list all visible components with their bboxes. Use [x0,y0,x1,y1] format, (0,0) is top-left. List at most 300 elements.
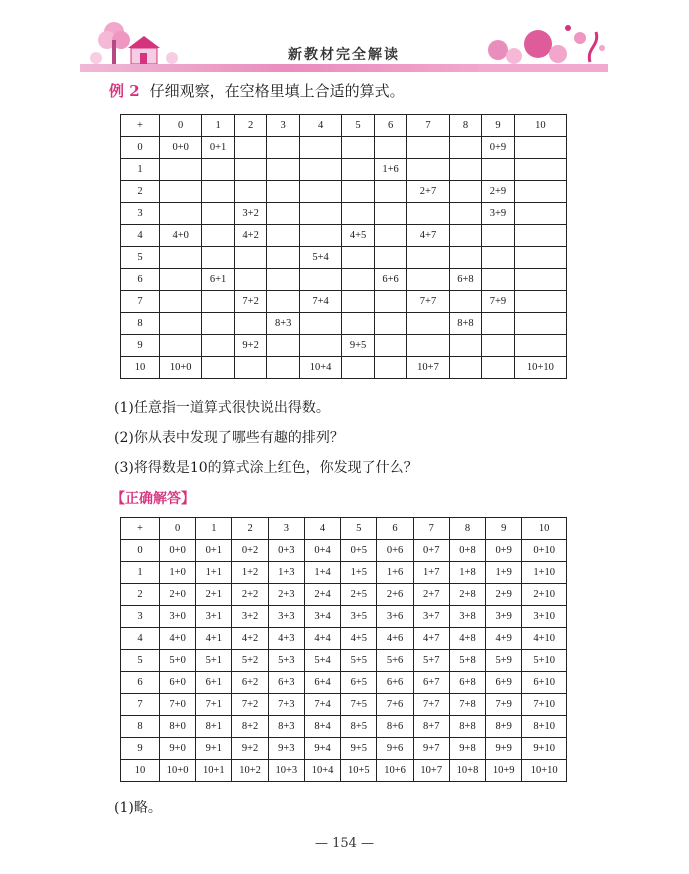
table-cell [482,335,515,357]
table-cell [299,159,341,181]
table-cell [267,291,300,313]
table-cell [374,247,407,269]
table-cell: 7+4 [304,694,340,716]
table-cell: 7+4 [299,291,341,313]
header-cell: 5 [342,115,375,137]
table-cell: 1+8 [449,562,485,584]
row-label-cell: 1 [121,562,160,584]
table-cell: 3+9 [486,606,522,628]
table-cell [234,159,267,181]
table-cell [160,181,202,203]
row-label-cell: 0 [121,137,160,159]
table-row [121,760,567,782]
header-cell: 2 [234,115,267,137]
row-label-cell: 3 [121,606,160,628]
row-label-cell: 7 [121,694,160,716]
table-row [121,584,567,606]
table-cell [514,181,566,203]
row-label-cell: 2 [121,584,160,606]
question-3: (3)将得数是10的算式涂上红色，你发现了什么？ [114,460,418,476]
table-cell [482,225,515,247]
table-cell [267,335,300,357]
example-line [109,80,405,101]
table-cell: 5+0 [160,650,196,672]
table-cell [514,269,566,291]
header-cell: 7 [413,518,449,540]
table-cell [342,247,375,269]
table-cell [449,247,482,269]
table-cell [234,357,267,379]
table-cell [514,137,566,159]
table-cell: 5+3 [268,650,304,672]
table-cell: 6+0 [160,672,196,694]
table-cell: 9+4 [304,738,340,760]
table-cell [407,335,449,357]
table-cell [407,137,449,159]
table-cell: 6+4 [304,672,340,694]
table-cell: 10+10 [514,357,566,379]
table-cell [514,291,566,313]
table-row [121,606,567,628]
row-label-cell: 10 [121,357,160,379]
table-cell [234,181,267,203]
table-cell: 4+6 [377,628,413,650]
table-cell: 1+2 [232,562,268,584]
table-cell: 0+4 [304,540,340,562]
table-cell [342,313,375,335]
table-cell [449,291,482,313]
table-cell [449,357,482,379]
row-label-cell: 9 [121,738,160,760]
table-cell [482,357,515,379]
row-label-cell: 4 [121,628,160,650]
table-cell: 8+0 [160,716,196,738]
table-cell [267,203,300,225]
table-cell: 0+6 [377,540,413,562]
table-cell: 7+9 [486,694,522,716]
table-cell: 6+8 [449,269,482,291]
table-cell [482,159,515,181]
header-cell: 0 [160,518,196,540]
table-row [121,247,567,269]
row-label-cell: 9 [121,335,160,357]
header-cell: 6 [377,518,413,540]
table-cell: 9+7 [413,738,449,760]
header-cell: 3 [267,115,300,137]
table-cell [374,357,407,379]
table-cell: 6+3 [268,672,304,694]
bubble-decoration-icon [478,18,608,72]
table-cell [449,203,482,225]
row-label-cell: 5 [121,247,160,269]
table-row [121,313,567,335]
table-cell [267,159,300,181]
table-cell: 4+0 [160,225,202,247]
header-cell: 7 [407,115,449,137]
table-cell: 0+1 [202,137,235,159]
table-cell: 9+2 [232,738,268,760]
table-cell: 10+6 [377,760,413,782]
row-label-cell: 4 [121,225,160,247]
table-cell: 1+0 [160,562,196,584]
table-cell: 10+5 [341,760,377,782]
table-cell: 4+2 [232,628,268,650]
row-label-cell: 7 [121,291,160,313]
row-label-cell: 0 [121,540,160,562]
table-cell [374,137,407,159]
header-cell: + [121,115,160,137]
table-cell: 2+3 [268,584,304,606]
exercise-table [120,114,567,379]
table-cell: 10+1 [196,760,232,782]
table-cell: 10+4 [304,760,340,782]
table-cell: 3+9 [482,203,515,225]
row-label-cell: 6 [121,672,160,694]
table-cell: 4+10 [522,628,567,650]
table-cell: 1+10 [522,562,567,584]
header-cell: 4 [304,518,340,540]
table-cell [267,225,300,247]
table-cell [514,203,566,225]
table-cell: 9+3 [268,738,304,760]
table-cell: 7+7 [407,291,449,313]
table-cell [299,137,341,159]
table-cell: 7+6 [377,694,413,716]
table-cell: 2+5 [341,584,377,606]
table-cell [449,225,482,247]
table-cell [299,313,341,335]
table-cell: 7+9 [482,291,515,313]
header-cell: 1 [196,518,232,540]
table-row [121,203,567,225]
table-cell: 5+10 [522,650,567,672]
table-cell: 8+6 [377,716,413,738]
table-cell: 8+3 [268,716,304,738]
table-cell: 5+2 [232,650,268,672]
table-cell: 2+0 [160,584,196,606]
table-cell: 3+0 [160,606,196,628]
table-row [121,291,567,313]
table-cell: 6+6 [377,672,413,694]
table-cell: 10+2 [232,760,268,782]
table-cell: 2+1 [196,584,232,606]
table-cell [160,269,202,291]
table-cell: 2+7 [413,584,449,606]
table-cell: 0+5 [341,540,377,562]
answer-heading: 【正确解答】 [111,491,195,507]
table-cell [482,247,515,269]
table-row [121,357,567,379]
header-cell: 8 [449,518,485,540]
table-cell [449,181,482,203]
table-cell: 1+4 [304,562,340,584]
table-cell: 7+5 [341,694,377,716]
table-cell [234,247,267,269]
table-cell: 3+1 [196,606,232,628]
table-cell: 0+1 [196,540,232,562]
table-cell [407,247,449,269]
table-cell [267,269,300,291]
table-cell [202,159,235,181]
table-cell: 0+3 [268,540,304,562]
row-label-cell: 2 [121,181,160,203]
table-cell [234,137,267,159]
table-cell [202,181,235,203]
table-cell [407,203,449,225]
table-cell: 8+8 [449,313,482,335]
table-cell: 4+4 [304,628,340,650]
table-cell [202,203,235,225]
table-cell [202,313,235,335]
table-cell: 6+9 [486,672,522,694]
table-cell: 2+9 [482,181,515,203]
row-label-cell: 6 [121,269,160,291]
table-cell: 10+7 [407,357,449,379]
table-cell: 8+2 [232,716,268,738]
question-1: (1)任意指一道算式很快说出得数。 [114,400,330,416]
table-cell: 1+6 [374,159,407,181]
table-cell: 2+7 [407,181,449,203]
table-cell: 10+0 [160,357,202,379]
table-cell [202,335,235,357]
table-row [121,738,567,760]
table-cell [407,269,449,291]
table-row [121,628,567,650]
table-cell [374,291,407,313]
table-cell: 4+9 [486,628,522,650]
table-cell: 5+4 [299,247,341,269]
question-2: (2)你从表中发现了哪些有趣的排列？ [114,430,344,446]
table-cell: 0+0 [160,137,202,159]
table-cell [449,159,482,181]
table-cell [342,159,375,181]
table-cell: 10+7 [413,760,449,782]
table-cell [160,247,202,269]
table-cell [374,181,407,203]
table-cell: 4+2 [234,225,267,247]
header-cell: 4 [299,115,341,137]
header-cell: + [121,518,160,540]
header-title: 新教材完全解读 [288,47,400,63]
table-cell: 9+8 [449,738,485,760]
table-cell: 7+1 [196,694,232,716]
table-cell: 8+5 [341,716,377,738]
table-cell: 5+4 [304,650,340,672]
row-label-cell: 5 [121,650,160,672]
row-label-cell: 8 [121,716,160,738]
table-cell: 2+8 [449,584,485,606]
table-row [121,225,567,247]
table-cell: 6+1 [196,672,232,694]
table-cell: 0+10 [522,540,567,562]
table-cell: 8+7 [413,716,449,738]
table-cell [449,137,482,159]
table-cell [299,225,341,247]
header-cell: 6 [374,115,407,137]
row-label-cell: 3 [121,203,160,225]
table-cell: 4+7 [407,225,449,247]
table-cell: 2+10 [522,584,567,606]
table-cell [234,269,267,291]
table-cell: 6+7 [413,672,449,694]
table-cell [374,313,407,335]
table-cell: 5+8 [449,650,485,672]
table-cell: 1+9 [486,562,522,584]
table-row [121,269,567,291]
header-row [121,115,567,137]
table-cell: 5+1 [196,650,232,672]
table-cell: 1+3 [268,562,304,584]
table-cell: 7+0 [160,694,196,716]
table-cell [449,335,482,357]
table-cell [202,357,235,379]
header-row [121,518,567,540]
table-row [121,181,567,203]
table-cell: 3+10 [522,606,567,628]
table-cell: 9+6 [377,738,413,760]
table-cell: 4+3 [268,628,304,650]
table-cell [160,203,202,225]
table-cell: 6+1 [202,269,235,291]
table-cell [299,181,341,203]
page-header [80,18,608,74]
table-row [121,540,567,562]
table-row [121,159,567,181]
table-cell: 7+8 [449,694,485,716]
table-cell: 0+7 [413,540,449,562]
header-cell: 1 [202,115,235,137]
table-cell: 7+2 [234,291,267,313]
table-cell [267,357,300,379]
table-cell: 3+4 [304,606,340,628]
table-cell [299,335,341,357]
table-cell: 5+5 [341,650,377,672]
table-cell [267,137,300,159]
table-cell: 3+7 [413,606,449,628]
table-cell: 7+7 [413,694,449,716]
table-cell: 9+2 [234,335,267,357]
table-cell: 3+5 [341,606,377,628]
table-cell: 10+9 [486,760,522,782]
table-row [121,562,567,584]
table-cell: 4+8 [449,628,485,650]
table-cell: 1+7 [413,562,449,584]
table-row [121,335,567,357]
table-cell: 0+0 [160,540,196,562]
table-cell [160,159,202,181]
table-cell: 1+5 [341,562,377,584]
table-cell: 8+4 [304,716,340,738]
table-cell: 10+8 [449,760,485,782]
header-cell: 10 [522,518,567,540]
table-cell: 8+3 [267,313,300,335]
answer-table [120,517,567,782]
table-cell [374,335,407,357]
table-cell: 0+9 [486,540,522,562]
table-row [121,137,567,159]
table-cell: 5+9 [486,650,522,672]
table-cell [514,313,566,335]
table-cell [514,247,566,269]
table-cell: 6+2 [232,672,268,694]
table-cell [202,225,235,247]
header-cell: 8 [449,115,482,137]
table-cell: 7+10 [522,694,567,716]
table-cell [342,291,375,313]
header-cell: 9 [482,115,515,137]
table-cell [267,247,300,269]
table-cell [407,313,449,335]
table-cell: 6+10 [522,672,567,694]
table-cell: 3+8 [449,606,485,628]
table-cell: 9+1 [196,738,232,760]
example-label: 例 2 [109,82,140,100]
table-row [121,694,567,716]
header-cell: 5 [341,518,377,540]
page-number: — 154 — [314,836,375,851]
table-cell: 9+0 [160,738,196,760]
table-cell [374,225,407,247]
table-cell [342,357,375,379]
table-row [121,672,567,694]
table-cell [407,159,449,181]
table-cell [514,335,566,357]
table-cell [160,291,202,313]
table-row [121,716,567,738]
table-cell [342,181,375,203]
table-cell [299,203,341,225]
table-cell: 3+2 [232,606,268,628]
table-cell: 10+10 [522,760,567,782]
table-cell: 5+7 [413,650,449,672]
table-cell [160,335,202,357]
table-cell [234,313,267,335]
table-cell [202,247,235,269]
table-cell [299,269,341,291]
row-label-cell: 10 [121,760,160,782]
table-cell: 4+7 [413,628,449,650]
header-cell: 2 [232,518,268,540]
table-cell [267,181,300,203]
table-cell: 9+9 [486,738,522,760]
table-cell: 8+8 [449,716,485,738]
table-cell [514,159,566,181]
table-cell: 7+2 [232,694,268,716]
table-cell: 10+3 [268,760,304,782]
table-cell: 4+5 [341,628,377,650]
table-cell: 1+1 [196,562,232,584]
table-cell: 2+2 [232,584,268,606]
table-cell [482,313,515,335]
header-cell: 10 [514,115,566,137]
table-cell: 8+10 [522,716,567,738]
answer-note: (1)略。 [114,800,162,816]
header-cell: 0 [160,115,202,137]
table-cell: 4+0 [160,628,196,650]
table-cell [202,291,235,313]
table-cell [342,137,375,159]
table-cell: 3+2 [234,203,267,225]
row-label-cell: 1 [121,159,160,181]
table-cell: 7+3 [268,694,304,716]
table-cell: 4+1 [196,628,232,650]
table-cell: 2+6 [377,584,413,606]
table-cell: 9+10 [522,738,567,760]
table-cell: 2+4 [304,584,340,606]
table-cell [160,313,202,335]
table-cell: 4+5 [342,225,375,247]
table-cell: 0+9 [482,137,515,159]
